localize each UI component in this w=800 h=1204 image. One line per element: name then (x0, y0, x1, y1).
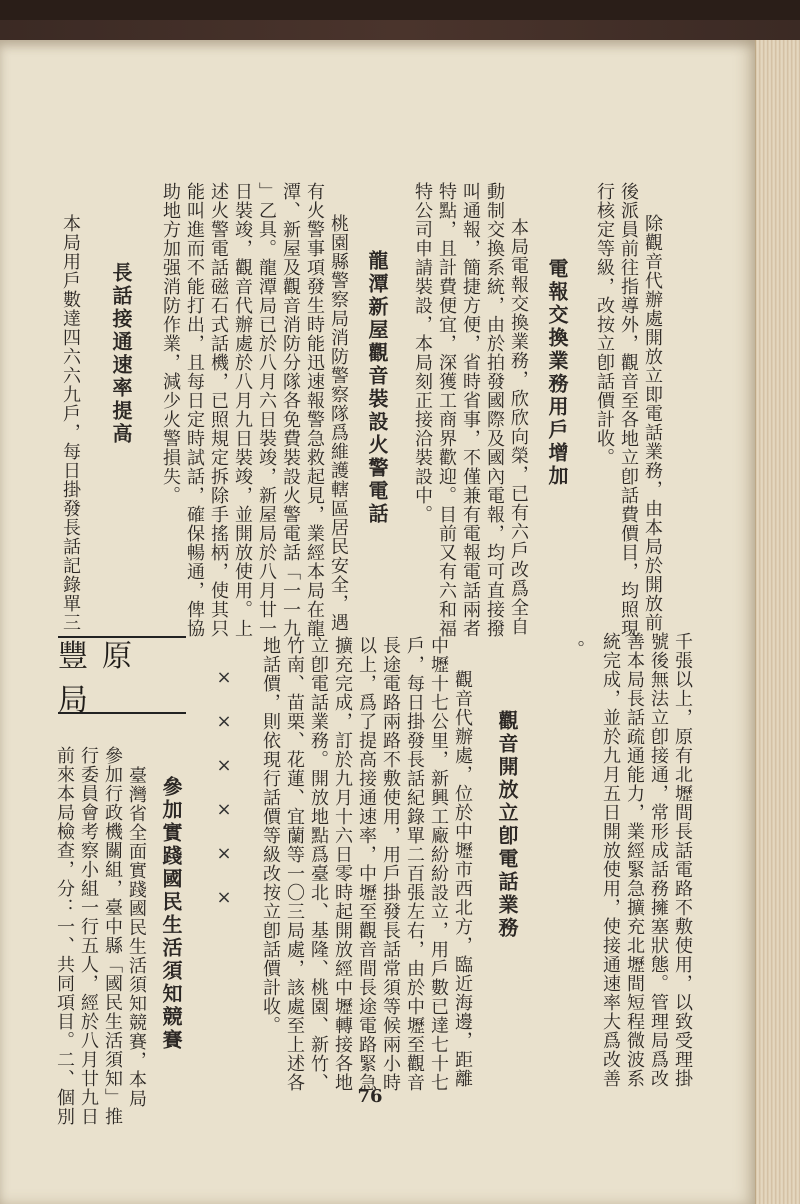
continued-line-2: 號後無法立卽接通，常形成話務擁塞狀態。管理局爲改 (648, 632, 669, 1088)
separator-mark: × (216, 887, 232, 908)
guanyin-line-9: 地話價，則依現行話價等級改按立卽話價計收。 (260, 636, 281, 1035)
telegraph-line-3: 叫通報，簡捷方便，省時省事，不僅兼有電報電話兩者 (460, 182, 481, 638)
intro-line-3: 行核定等級，改按立卽話價計收。 (594, 182, 615, 467)
continued-line-3: 善本局長話疏通能力，業經緊急擴充北壢間短程微波系 (624, 632, 645, 1088)
telegraph-line-2: 動制交換系統，由於拍發國際及國內電報，均可直接撥 (484, 182, 505, 638)
fire-line-7: 能叫進而不能打出，且每日定時試話，確保暢通，俾協 (184, 182, 205, 638)
telegraph-line-5: 特公司申請裝設，本局刻正接洽裝設中。 (412, 182, 433, 524)
guanyin-heading: 觀音開放立卽電話業務 (495, 710, 519, 940)
section-separator-marks (212, 668, 236, 908)
fire-line-3: 潭、新屋及觀音消防分隊各免費裝設火警電話「一一九 (280, 182, 301, 638)
fire-line-1: 桃園縣警察局消防警察隊爲維護轄區居民安全，遇 (328, 214, 349, 632)
contest-line-3: 行委員會考察小組一行五人，經於八月廿九日 (78, 746, 99, 1126)
telegraph-line-1: 本局電報交換業務，欣欣向榮，已有六戶改爲全自 (508, 218, 529, 636)
fire-line-5: 日裝竣，觀音代辦處於八月九日裝竣，並開放使用。上 (232, 182, 253, 638)
longdistance-heading: 長話接通速率提高 (109, 262, 133, 446)
guanyin-line-5: 以上，爲了提高接通速率，中壢至觀音間長途電路緊急 (356, 636, 377, 1092)
guanyin-line-7: 立卽電話業務。開放地點爲臺北、基隆、桃園、新竹、 (308, 636, 329, 1092)
telegraph-heading: 電報交換業務用戶增加 (545, 258, 569, 488)
page-number: 76 (357, 1086, 383, 1107)
separator-mark: × (216, 755, 232, 776)
continued-line-4: 統完成，並於九月五日開放使用，使接通速率大爲改善 (600, 632, 621, 1088)
continued-line-1: 千張以上，原有北壢間長話電路不敷使用，以致受理掛 (672, 632, 693, 1088)
guanyin-line-3: 戶，每日掛發長話紀錄單二百張左右，由於中壢至觀音 (404, 636, 425, 1092)
contest-line-4: 前來本局檢查，分：一、共同項目。二、個別 (54, 746, 75, 1126)
contest-line-2: 參加行政機關組，臺中縣「國民生活須知」推 (102, 746, 123, 1126)
guanyin-line-1: 觀音代辦處，位於中壢市西北方，臨近海邊，距離 (452, 670, 473, 1088)
longdistance-line-1: 本局用戶數達四六六九戶，每日掛發長話記錄單三 (60, 214, 81, 632)
page-edge (755, 40, 800, 1204)
separator-mark: × (216, 843, 232, 864)
fire-heading: 龍潭新屋觀音裝設火警電話 (365, 250, 389, 526)
guanyin-line-4: 長途電路兩路不敷使用，用戶掛發長話常須等候兩小時 (380, 636, 401, 1092)
separator-mark: × (216, 799, 232, 820)
fire-line-6: 述火警電話磁石式話機，已照規定拆除手搖柄，使其只 (208, 182, 229, 638)
fire-line-8: 助地方加强消防作業，減少火警損失。 (160, 182, 181, 505)
continued-line-5: 。 (564, 640, 585, 659)
masthead-title: 豐原局 (58, 636, 186, 714)
guanyin-line-2: 中壢十七公里，新興工廠紛紛設立，用戶數已達七十七 (428, 636, 449, 1092)
fire-line-4: 」乙具。龍潭局已於八月六日裝竣，新屋局於八月廿一 (256, 182, 277, 638)
separator-mark: × (216, 667, 232, 688)
guanyin-line-8: 竹南、苗栗、花蓮、宜蘭等一〇三局處，該處至上述各 (284, 636, 305, 1092)
guanyin-line-6: 擴充完成，訂於九月十六日零時起開放經中壢轉接各地 (332, 636, 353, 1092)
telegraph-line-4: 特點，且計費便宜，深獲工商界歡迎。目前又有六和福 (436, 182, 457, 638)
intro-line-1: 除觀音代辦處開放立即電話業務，由本局於開放前 (642, 214, 663, 632)
contest-heading: 參加實踐國民生活須知競賽 (159, 776, 183, 1052)
contest-line-1: 臺灣省全面實踐國民生活須知競賽，本局 (126, 766, 147, 1108)
intro-line-2: 後派員前往指導外，觀音至各地立卽話費價目，均照現 (618, 182, 639, 638)
fire-line-2: 有火警事項發生時能迅速報警急救起見，業經本局在龍 (304, 182, 325, 638)
separator-mark: × (216, 711, 232, 732)
